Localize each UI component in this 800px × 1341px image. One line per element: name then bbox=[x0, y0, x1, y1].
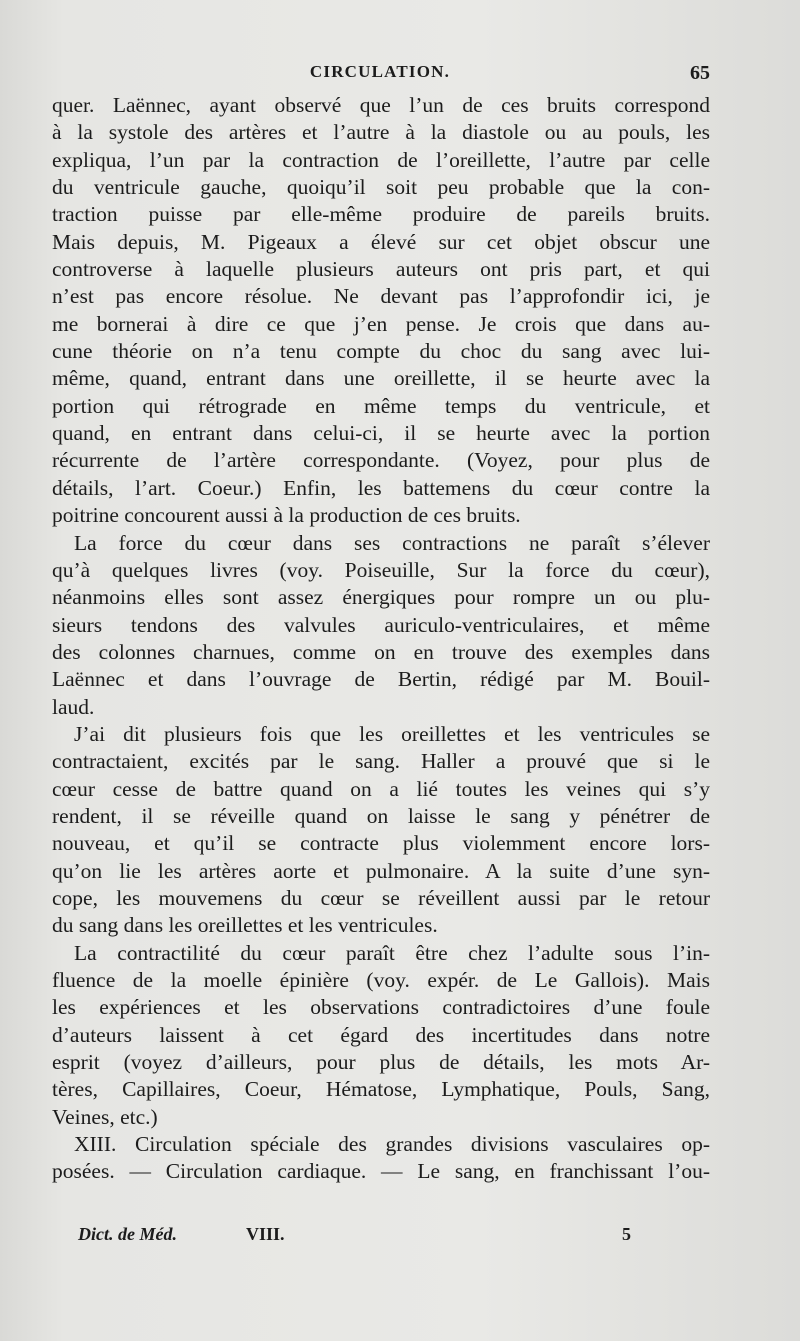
text-line: Veines, etc.) bbox=[52, 1104, 158, 1129]
text-line: récurrente de l’artère correspondante. (Voyez, pour plus de bbox=[52, 448, 710, 473]
text-line: J’ai dit plusieurs fois que les oreillettes et les ventricules se bbox=[74, 721, 710, 746]
text-line: posées. — Circulation cardiaque. — Le sang, en franchissant l’ou- bbox=[52, 1159, 710, 1184]
text-line: rendent, il se réveille quand on laisse le sang y pénétrer de bbox=[52, 803, 710, 828]
text-line: n’est pas encore résolue. Ne devant pas l’approfondir ici, je bbox=[52, 284, 710, 309]
text-line: néanmoins elles sont assez énergiques pour rompre un ou plu- bbox=[52, 585, 710, 610]
sheet-number: 5 bbox=[622, 1224, 631, 1244]
text-line: qu’à quelques livres (voy. Poiseuille, Sur la force du cœur), bbox=[52, 557, 710, 582]
signature-mark: Dict. de Méd. bbox=[78, 1224, 177, 1244]
page-header bbox=[50, 62, 710, 90]
text-line: esprit (voyez d’ailleurs, pour plus de détails, les mots Ar- bbox=[52, 1050, 710, 1075]
text-line: du ventricule gauche, quoiqu’il soit peu probable que la con- bbox=[52, 175, 710, 200]
text-line: Mais depuis, M. Pigeaux a élevé sur cet objet obscur une bbox=[52, 229, 710, 254]
text-line: sieurs tendons des valvules auriculo-ventriculaires, et même bbox=[52, 612, 710, 637]
text-line: Laënnec et dans l’ouvrage de Bertin, rédigé par M. Bouil- bbox=[52, 667, 710, 692]
text-line: du sang dans les oreillettes et les ventricules. bbox=[52, 913, 438, 938]
text-line: cope, les mouvemens du cœur se réveillent aussi par le retour bbox=[52, 885, 710, 910]
page-number: 65 bbox=[690, 62, 710, 84]
text-line: d’auteurs laissent à cet égard des incertitudes dans notre bbox=[52, 1022, 710, 1047]
text-line: détails, l’art. Coeur.) Enfin, les battemens du cœur contre la bbox=[52, 475, 710, 500]
text-line: nouveau, et qu’il se contracte plus violemment encore lors- bbox=[52, 831, 710, 856]
text-line: tères, Capillaires, Coeur, Hématose, Lymphatique, Pouls, Sang, bbox=[52, 1077, 710, 1102]
text-line: expliqua, l’un par la contraction de l’oreillette, l’autre par celle bbox=[52, 147, 710, 172]
text-line: fluence de la moelle épinière (voy. expér. de Le Gallois). Mais bbox=[52, 968, 710, 992]
text-line: des colonnes charnues, comme on en trouve des exemples dans bbox=[52, 639, 710, 664]
volume-number: VIII. bbox=[246, 1224, 285, 1244]
text-line: cune théorie on n’a tenu compte du choc du sang avec lui- bbox=[52, 339, 710, 364]
text-line: les expériences et les observations contradictoires d’une foule bbox=[52, 995, 710, 1020]
text-line: même, quand, entrant dans une oreillette, il se heurte avec la bbox=[52, 366, 710, 391]
text-line: poitrine concourent aussi à la production de ces bruits. bbox=[52, 503, 521, 528]
body-text bbox=[52, 92, 710, 1186]
running-title: CIRCULATION. bbox=[309, 62, 451, 81]
text-line: à la systole des artères et l’autre à la diastole ou au pouls, les bbox=[52, 120, 710, 145]
text-line: cœur cesse de battre quand on a lié toutes les veines qui s’y bbox=[52, 776, 710, 801]
text-line: qu’on lie les artères aorte et pulmonaire. A la suite d’une syn- bbox=[52, 858, 710, 883]
text-line: XIII. Circulation spéciale des grandes divisions vasculaires op- bbox=[74, 1132, 710, 1157]
text-line: La contractilité du cœur paraît être chez l’adulte sous l’in- bbox=[74, 940, 710, 965]
text-line: contractaient, excités par le sang. Haller a prouvé que si le bbox=[52, 749, 710, 774]
text-line: traction puisse par elle-même produire de pareils bruits. bbox=[52, 202, 710, 227]
text-line: controverse à laquelle plusieurs auteurs ont pris part, et qui bbox=[52, 257, 710, 282]
text-line: quer. Laënnec, ayant observé que l’un de ces bruits correspond bbox=[52, 93, 710, 117]
text-line: La force du cœur dans ses contractions ne paraît s’élever bbox=[74, 530, 710, 555]
text-line: quand, en entrant dans celui-ci, il se heurte avec la portion bbox=[52, 421, 710, 446]
page-footer bbox=[78, 1224, 638, 1250]
text-line: portion qui rétrograde en même temps du ventricule, et bbox=[52, 393, 710, 418]
text-line: laud. bbox=[52, 694, 95, 719]
text-line: me bornerai à dire ce que j’en pense. Je crois que dans au- bbox=[52, 311, 710, 336]
